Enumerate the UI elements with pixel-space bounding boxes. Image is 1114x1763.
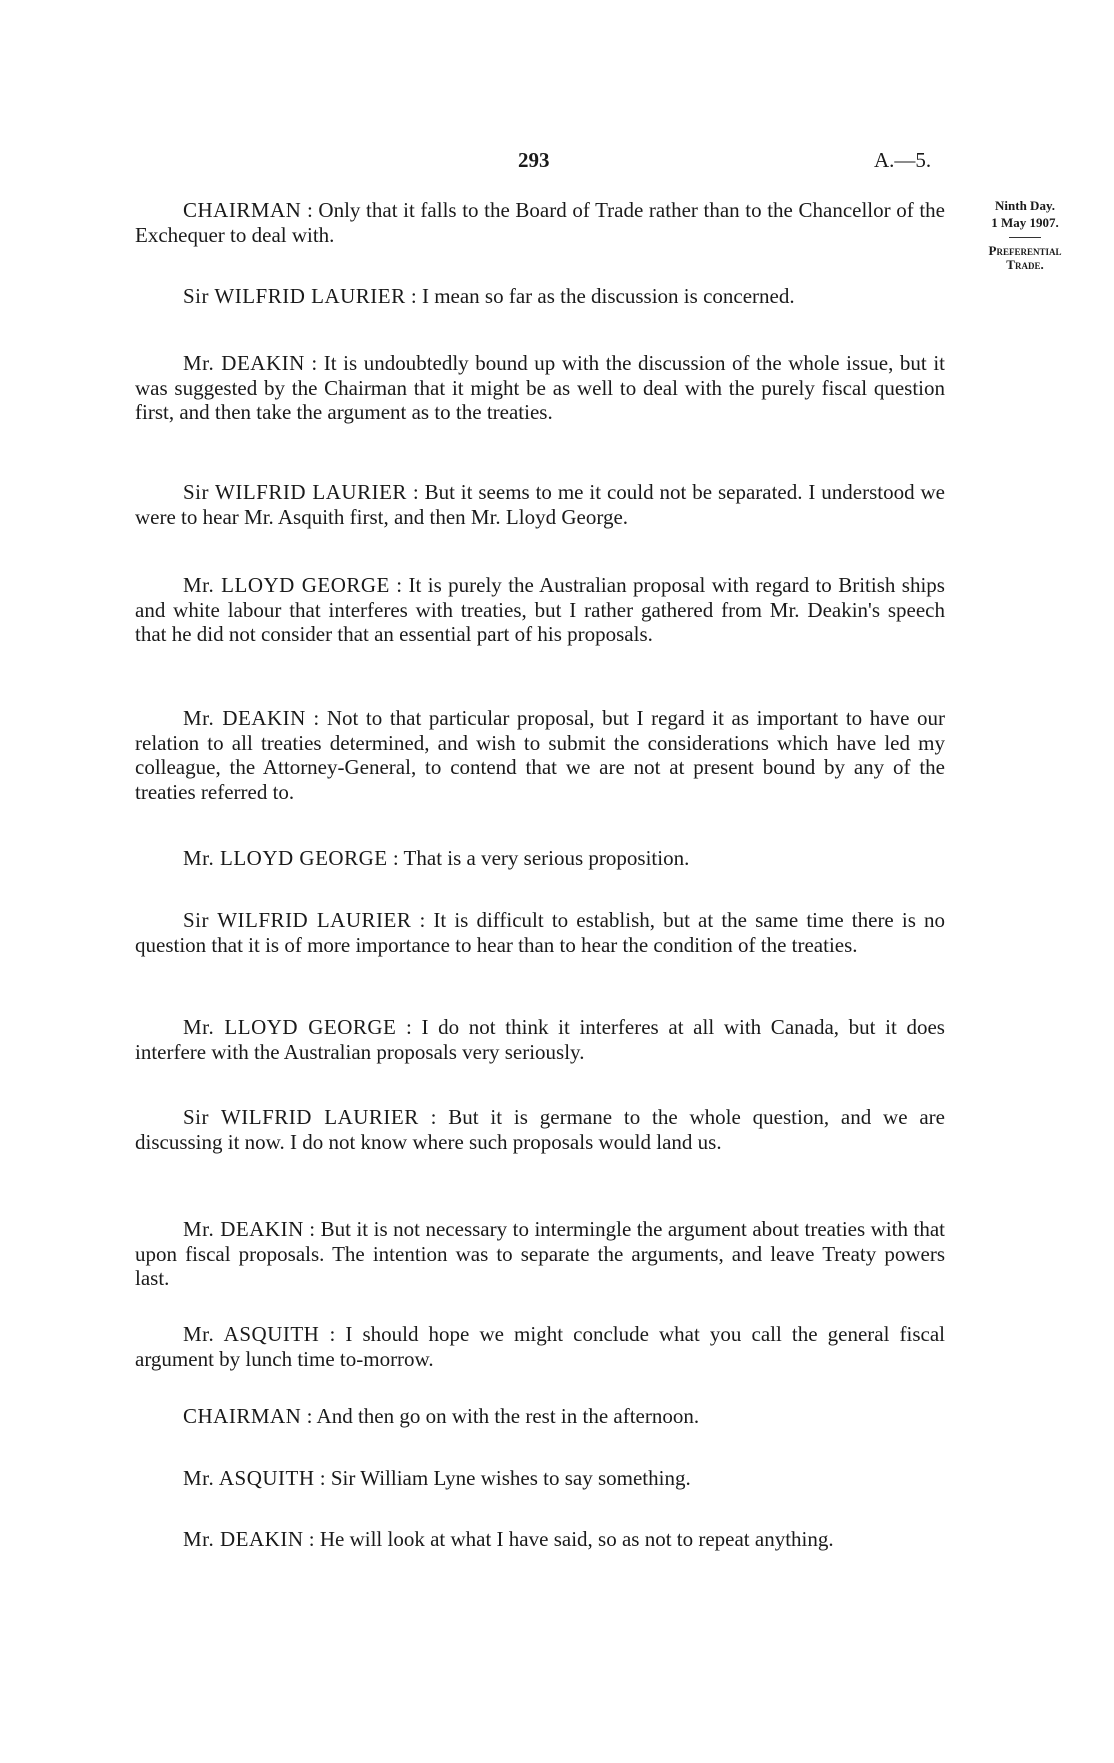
- speech-text: He will look at what I have said, so as not to repeat anything.: [319, 1527, 834, 1551]
- speech-text: But it is germane to the whole question, and we are discussing it now. I do not know where such proposals would land us.: [135, 1105, 945, 1154]
- speech-text: And then go on with the rest in the afternoon.: [316, 1404, 700, 1428]
- speaker-separator: :: [389, 573, 409, 597]
- speech-text: Sir William Lyne wishes to say something.: [330, 1466, 691, 1490]
- speech-paragraph: [135, 1466, 945, 1491]
- margin-note: [965, 197, 1085, 272]
- speech-text: It is difficult to establish, but at the same time there is no question that it is of more importance to hear than to hear the condition of the treaties.: [135, 908, 945, 957]
- speech-text: I should hope we might conclude what you call the general fiscal argument by lunch time to-morrow.: [135, 1322, 945, 1371]
- speech-paragraph: [135, 908, 945, 957]
- speech-paragraph: [135, 1404, 945, 1429]
- document-reference: A.—5.: [874, 148, 932, 172]
- speech-text: Only that it falls to the Board of Trade rather than to the Chancellor of the Exchequer to deal with.: [135, 198, 945, 247]
- speaker-name: Mr. ASQUITH: [183, 1466, 315, 1490]
- speaker-name: Sir WILFRID LAURIER: [183, 908, 412, 932]
- speech-paragraph: [135, 1527, 945, 1552]
- speech-paragraph: [135, 1322, 945, 1371]
- speaker-name: Mr. LLOYD GEORGE: [183, 846, 388, 870]
- speaker-separator: :: [387, 846, 404, 870]
- speaker-name: Mr. DEAKIN: [183, 1527, 304, 1551]
- speaker-name: Mr. ASQUITH: [183, 1322, 320, 1346]
- speaker-separator: :: [418, 1105, 449, 1129]
- speaker-separator: :: [301, 198, 319, 222]
- speaker-name: Sir WILFRID LAURIER: [183, 480, 407, 504]
- speaker-separator: :: [305, 706, 327, 730]
- speech-text: It is purely the Australian proposal with regard to British ships and white labour that interferes with treaties, but I rather gathered from Mr. Deakin's speech that he did not consider that an essential part of his proposals.: [135, 573, 945, 646]
- speaker-name: Mr. LLOYD GEORGE: [183, 1015, 397, 1039]
- speech-text: I mean so far as the discussion is concerned.: [421, 284, 795, 308]
- speech-text: But it is not necessary to intermingle the argument about treaties with that upon fiscal proposals. The intention was to separate the arguments, and leave Treaty powers last.: [135, 1217, 945, 1290]
- speech-text: That is a very serious proposition.: [403, 846, 690, 870]
- speech-paragraph: [135, 1105, 945, 1154]
- speaker-separator: :: [405, 284, 422, 308]
- speech-paragraph: [135, 846, 945, 871]
- margin-note-date: 1 May 1907.: [991, 215, 1059, 230]
- speaker-name: Mr. DEAKIN: [183, 351, 305, 375]
- margin-note-topic-line1: Preferential: [988, 243, 1062, 258]
- speaker-name: Mr. LLOYD GEORGE: [183, 573, 390, 597]
- speaker-separator: :: [304, 351, 324, 375]
- speech-text: It is undoubtedly bound up with the discussion of the whole issue, but it was suggested by the Chairman that it might be as well to deal with the purely fiscal question first, and then take the argument as to the treaties.: [135, 351, 945, 424]
- speaker-separator: :: [406, 480, 425, 504]
- speech-paragraph: [135, 706, 945, 804]
- speech-text: I do not think it interferes at all with Canada, but it does interfere with the Australian proposals very seriously.: [135, 1015, 945, 1064]
- speaker-name: Sir WILFRID LAURIER: [183, 284, 406, 308]
- speaker-separator: :: [303, 1527, 320, 1551]
- speaker-name: Mr. DEAKIN: [183, 706, 306, 730]
- speaker-separator: :: [319, 1322, 346, 1346]
- speaker-name: CHAIRMAN: [183, 1404, 302, 1428]
- speaker-name: CHAIRMAN: [183, 198, 302, 222]
- speech-paragraph: [135, 351, 945, 425]
- speech-text: Not to that particular proposal, but I regard it as important to have our relation to all treaties determined, and wish to submit the considerations which have led my colleague, the Attorney-General, to contend that we are not at present bound by any of the treaties referred to.: [135, 706, 945, 804]
- margin-note-divider: [1009, 237, 1041, 238]
- speaker-separator: :: [301, 1404, 317, 1428]
- speaker-name: Mr. DEAKIN: [183, 1217, 304, 1241]
- speaker-separator: :: [411, 908, 434, 932]
- margin-note-day: Ninth Day.: [995, 198, 1055, 213]
- margin-note-topic-line2: Trade.: [1006, 257, 1044, 272]
- speech-paragraph: [135, 573, 945, 647]
- speech-paragraph: [135, 198, 945, 247]
- speech-paragraph: [135, 284, 945, 309]
- page-number: 293: [518, 148, 550, 172]
- speech-paragraph: [135, 1015, 945, 1064]
- speech-paragraph: [135, 1217, 945, 1291]
- speaker-separator: :: [303, 1217, 321, 1241]
- speaker-separator: :: [314, 1466, 331, 1490]
- speaker-name: Sir WILFRID LAURIER: [183, 1105, 419, 1129]
- speaker-separator: :: [396, 1015, 422, 1039]
- speech-text: But it seems to me it could not be separated. I understood we were to hear Mr. Asquith first, and then Mr. Lloyd George.: [135, 480, 946, 529]
- speech-paragraph: [135, 480, 945, 529]
